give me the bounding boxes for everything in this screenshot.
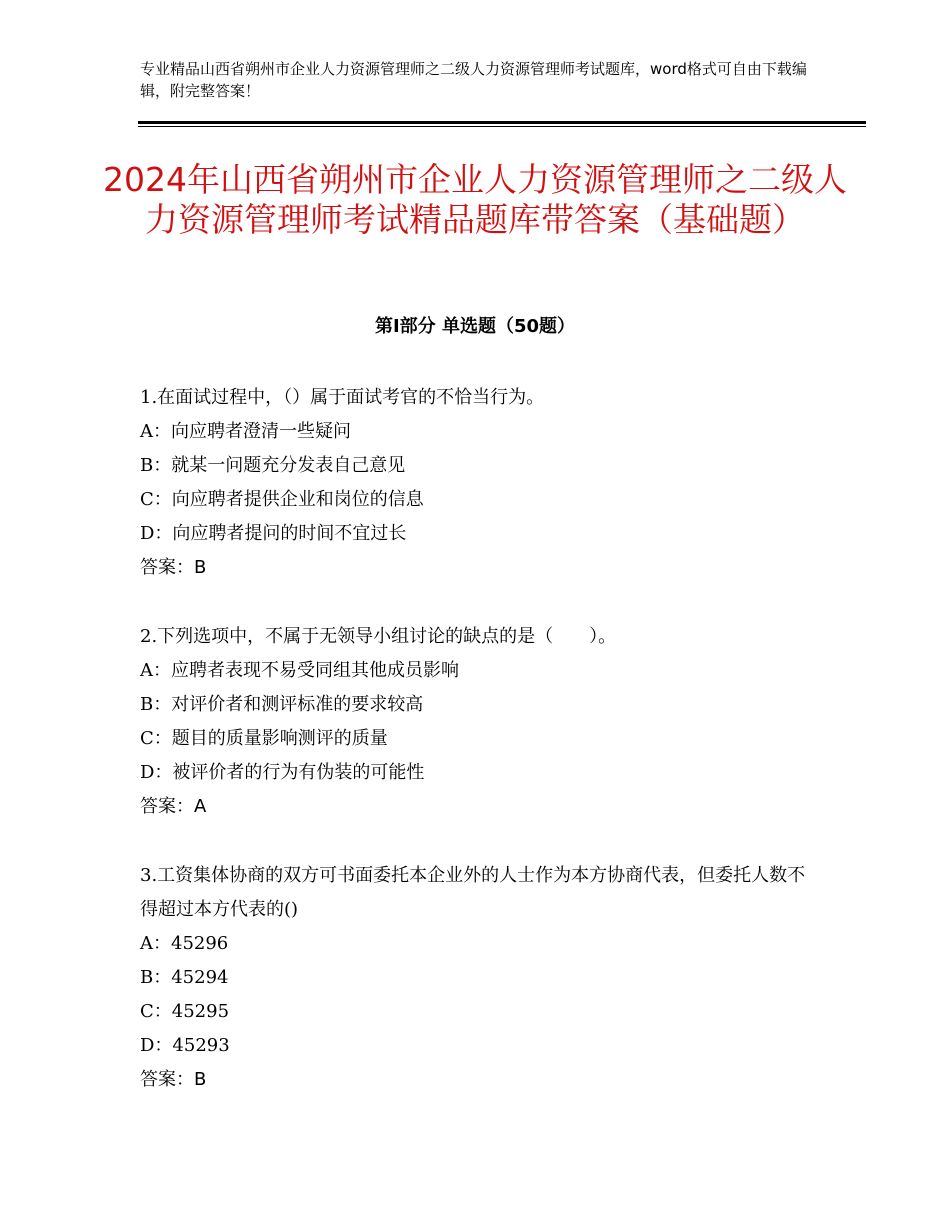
option-c: C：45295	[140, 1001, 230, 1022]
question-stem: 1.在面试过程中，（）属于面试考官的不恰当行为。	[140, 387, 545, 408]
question-2	[140, 620, 820, 824]
section-title: 第Ⅰ部分 单选题（50题）	[374, 316, 575, 337]
option-d: D：向应聘者提问的时间不宜过长	[140, 523, 407, 544]
question-list	[140, 381, 820, 1132]
option-d: D：45293	[140, 1035, 230, 1056]
option-d: D：被评价者的行为有伪装的可能性	[140, 762, 425, 783]
header-note: 专业精品山西省朔州市企业人力资源管理师之二级人力资源管理师考试题库，word格式可自由下载编辑，附完整答案！	[140, 60, 807, 100]
option-b: B：45294	[140, 967, 229, 988]
option-c: C：题目的质量影响测评的质量	[140, 728, 388, 749]
answer: 答案：A	[140, 796, 207, 817]
header-divider-thick	[138, 121, 866, 124]
answer: 答案：B	[140, 557, 207, 578]
question-stem: 2.下列选项中，不属于无领导小组讨论的缺点的是（ ）。	[140, 626, 617, 647]
document-title: 2024年山西省朔州市企业人力资源管理师之二级人力资源管理师考试精品题库带答案（基础题）	[103, 160, 847, 239]
question-1	[140, 381, 820, 585]
option-a: A：应聘者表现不易受同组其他成员影响	[140, 660, 459, 681]
option-b: B：就某一问题充分发表自己意见	[140, 455, 406, 476]
option-a: A：向应聘者澄清一些疑问	[140, 421, 351, 442]
option-a: A：45296	[140, 933, 229, 954]
answer: 答案：B	[140, 1069, 207, 1090]
option-b: B：对评价者和测评标准的要求较高	[140, 694, 424, 715]
question-stem: 3.工资集体协商的双方可书面委托本企业外的人士作为本方协商代表，但委托人数不得超过本方代表的()	[140, 865, 806, 920]
header-divider-thin	[138, 126, 866, 127]
question-3	[140, 859, 820, 1097]
option-c: C：向应聘者提供企业和岗位的信息	[140, 489, 424, 510]
